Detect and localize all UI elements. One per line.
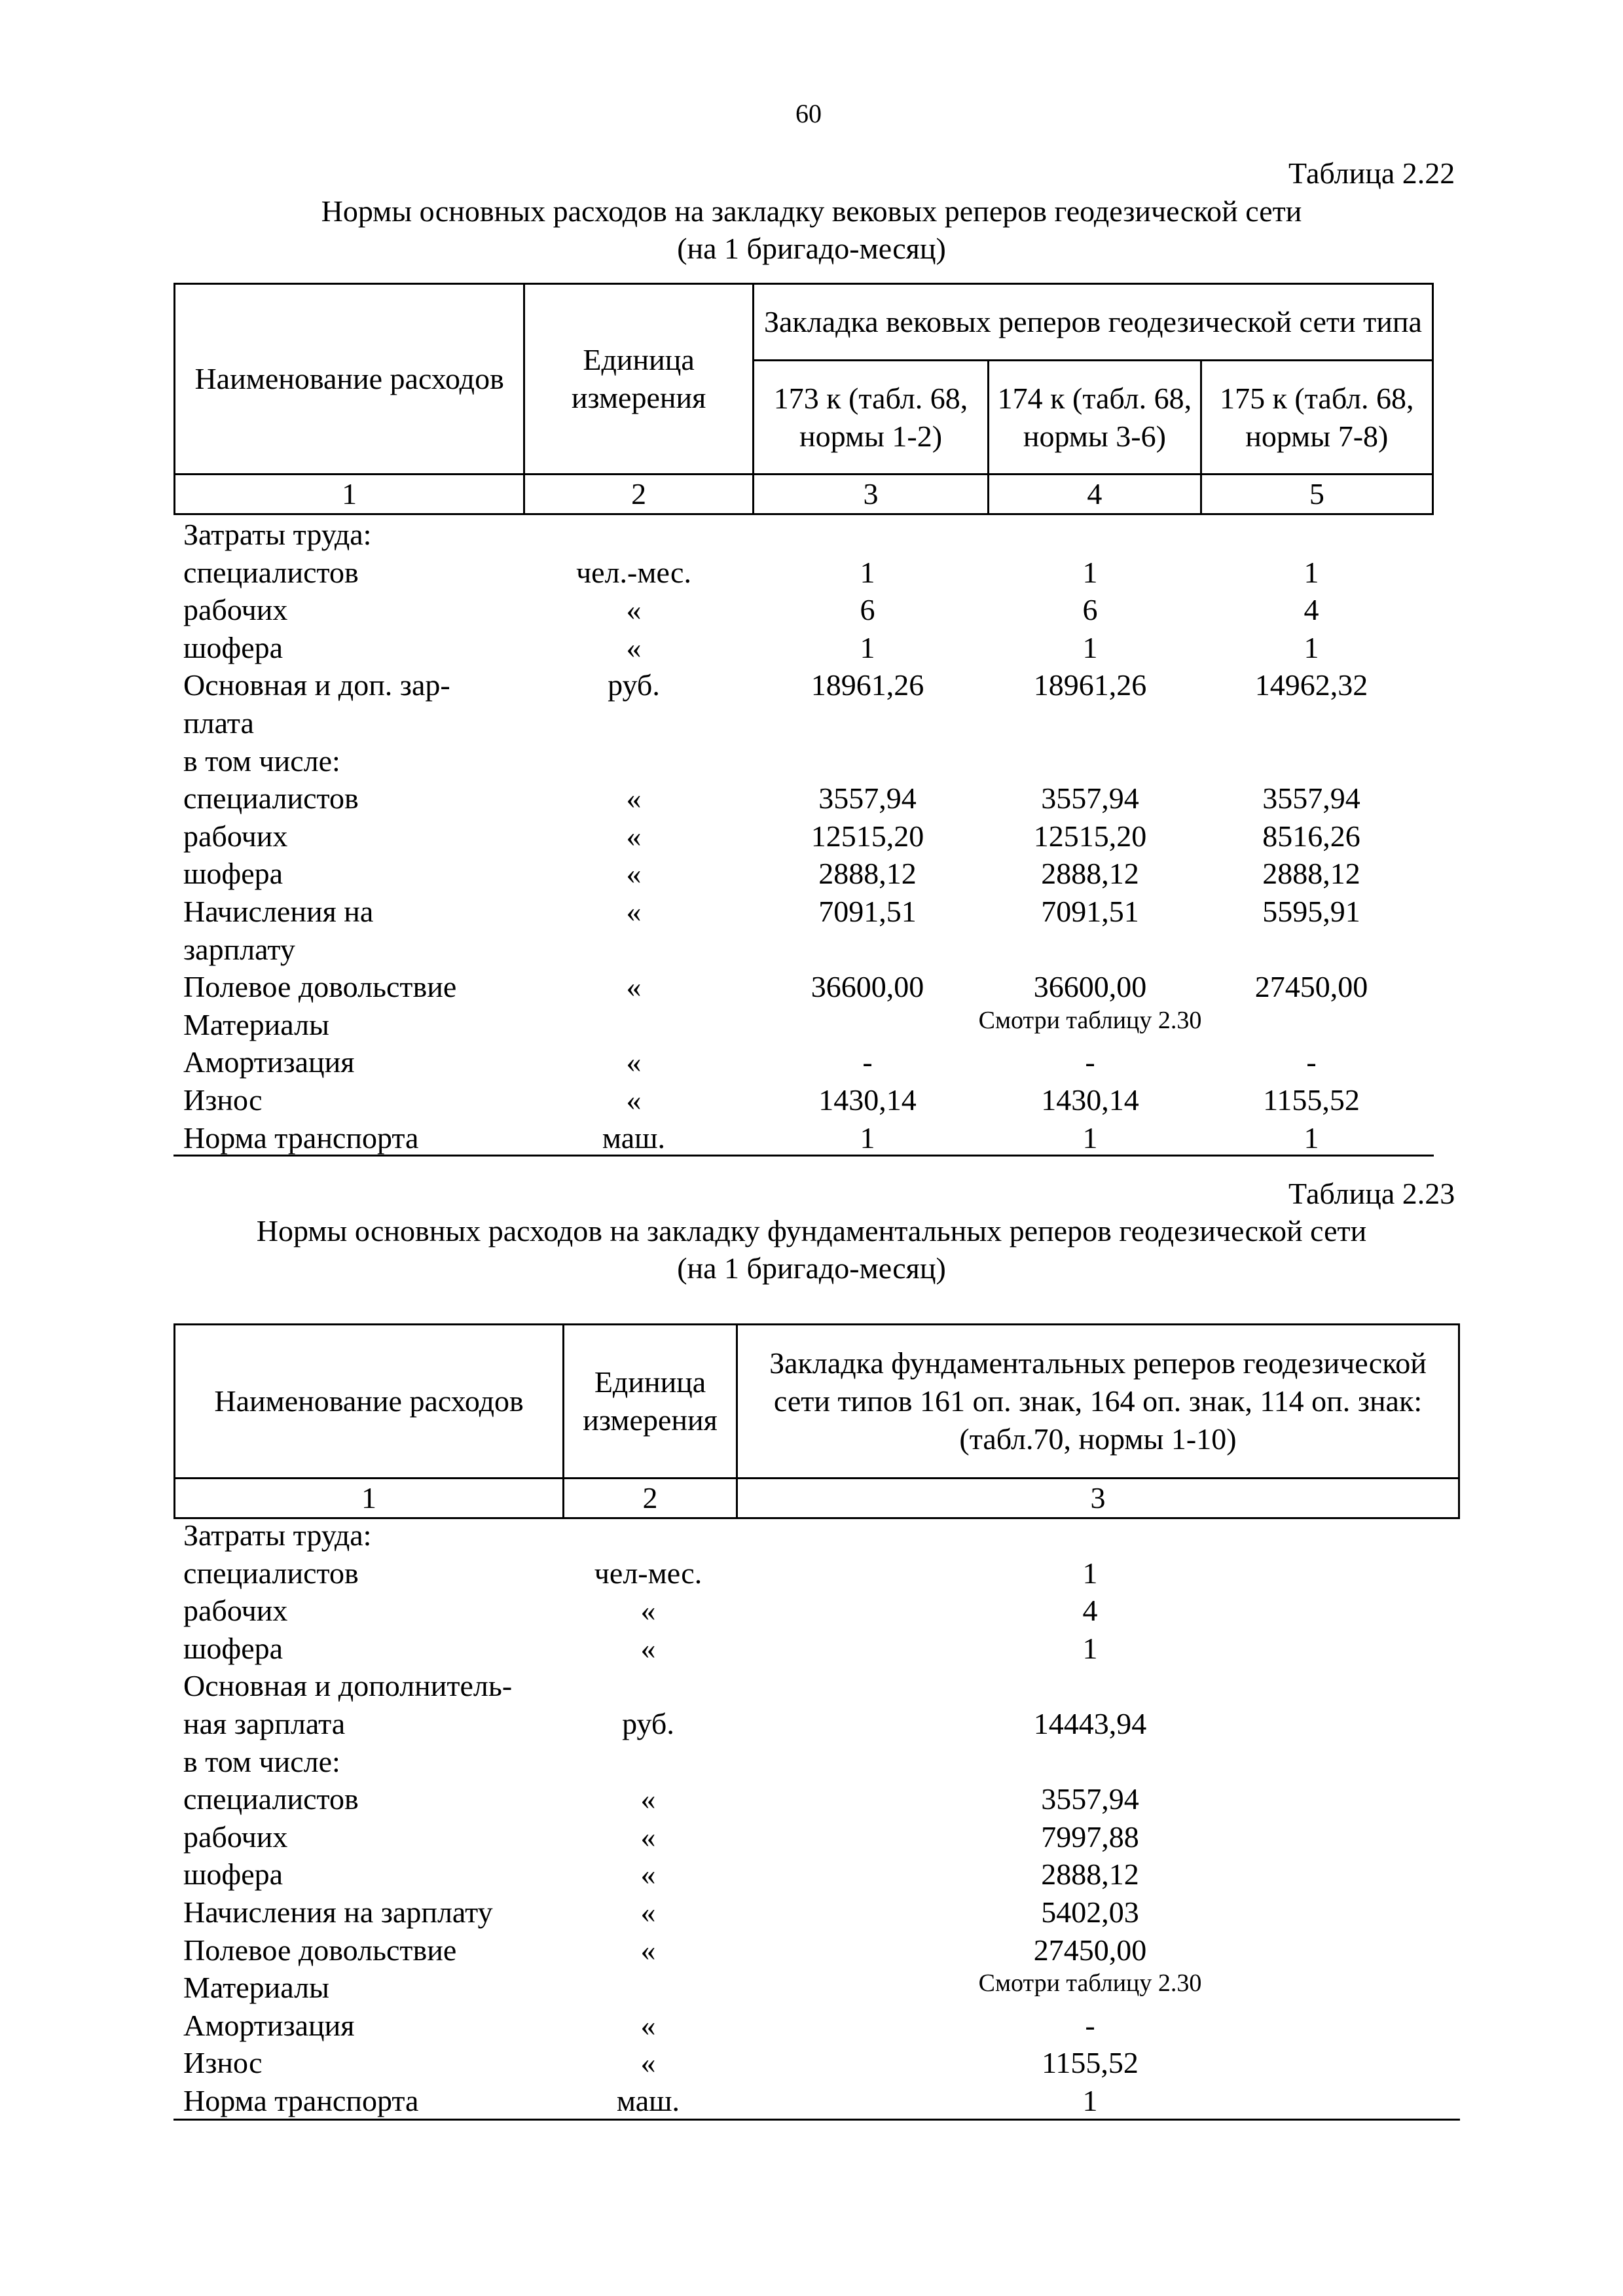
table1-colnum-3: 3 bbox=[753, 475, 988, 514]
row-value: - bbox=[1085, 1045, 1095, 1079]
row-name: Амортизация bbox=[183, 2008, 355, 2042]
row-value: 5402,03 bbox=[1041, 1895, 1139, 1929]
row-value: 6 bbox=[1082, 593, 1098, 627]
row-value: 1 bbox=[1082, 1631, 1098, 1665]
row-value: 6 bbox=[860, 593, 875, 627]
row-value: 1 bbox=[1082, 630, 1098, 664]
row-unit: « bbox=[640, 2008, 656, 2042]
table2-bottom-rule bbox=[173, 2119, 1460, 2121]
row-name: Износ bbox=[183, 2046, 263, 2080]
row-value: 2888,12 bbox=[1041, 1857, 1139, 1892]
row-unit: « bbox=[640, 1857, 656, 1892]
page-number: 60 bbox=[795, 99, 822, 128]
row-value: - bbox=[1306, 1045, 1317, 1079]
row-value: 1 bbox=[860, 555, 875, 589]
table-row bbox=[0, 1592, 1623, 1630]
row-unit: « bbox=[640, 1933, 656, 1967]
row-name: в том числе: bbox=[183, 1744, 340, 1778]
row-value: 1 bbox=[860, 1121, 875, 1155]
table1-label: Таблица 2.22 bbox=[1288, 156, 1455, 190]
row-name: рабочих bbox=[183, 1820, 288, 1854]
row-value: 7997,88 bbox=[1041, 1820, 1139, 1854]
table-row bbox=[0, 1818, 1623, 1856]
table1-colnum-2: 2 bbox=[524, 475, 754, 514]
table-row bbox=[0, 931, 1623, 969]
row-name: Затраты труда: bbox=[183, 518, 372, 551]
row-name: Начисления на зарплату bbox=[183, 1895, 493, 1929]
table-row bbox=[0, 1969, 1623, 2007]
row-value: - bbox=[862, 1045, 873, 1079]
row-unit: « bbox=[626, 819, 642, 853]
row-value: - bbox=[1085, 2008, 1095, 2042]
row-name: специалистов bbox=[183, 555, 359, 589]
row-value: 1155,52 bbox=[1263, 1083, 1360, 1117]
row-value: 7091,51 bbox=[818, 894, 917, 928]
row-value: 1 bbox=[860, 630, 875, 664]
row-unit: маш. bbox=[616, 2083, 680, 2117]
row-name: шофера bbox=[183, 630, 283, 664]
table-row bbox=[0, 1006, 1623, 1044]
table-row bbox=[0, 704, 1623, 742]
table-row bbox=[0, 780, 1623, 817]
table-row bbox=[0, 2007, 1623, 2045]
row-name: Полевое довольствие bbox=[183, 970, 457, 1004]
row-unit: « bbox=[626, 970, 642, 1004]
table1-header-name: Наименование расходов bbox=[175, 284, 524, 475]
row-name: Норма транспорта bbox=[183, 2083, 419, 2117]
row-unit: « bbox=[626, 630, 642, 664]
row-name: Основная и дополнитель- bbox=[183, 1669, 513, 1703]
row-value: 8516,26 bbox=[1262, 819, 1360, 853]
row-name: шофера bbox=[183, 857, 283, 891]
row-value: 2888,12 bbox=[1262, 857, 1360, 891]
row-value: 1 bbox=[1082, 2083, 1098, 2117]
row-value: 14443,94 bbox=[1033, 1706, 1147, 1740]
row-value: 3557,94 bbox=[1041, 1782, 1139, 1816]
row-unit: чел-мес. bbox=[594, 1556, 702, 1590]
row-unit: « bbox=[626, 1045, 642, 1079]
table-row bbox=[0, 629, 1623, 667]
table-row bbox=[0, 2044, 1623, 2082]
row-value: 1 bbox=[1082, 1556, 1098, 1590]
row-value: 18961,26 bbox=[811, 668, 924, 702]
row-note: Смотри таблицу 2.30 bbox=[978, 1006, 1202, 1034]
row-value: 36600,00 bbox=[1033, 970, 1147, 1004]
row-name: Материалы bbox=[183, 1971, 329, 2005]
table1-title: Нормы основных расходов на закладку вековых реперов геодезической сети bbox=[321, 194, 1302, 228]
row-value: 12515,20 bbox=[811, 819, 924, 853]
table-row bbox=[0, 1893, 1623, 1931]
table-row bbox=[0, 2082, 1623, 2120]
row-value: 4 bbox=[1304, 593, 1319, 627]
row-value: 7091,51 bbox=[1041, 894, 1139, 928]
table-row bbox=[0, 817, 1623, 855]
row-value: 36600,00 bbox=[811, 970, 924, 1004]
table1-header-group: Закладка вековых реперов геодезической сети типа bbox=[753, 284, 1432, 361]
table-row bbox=[0, 742, 1623, 780]
table2-title: Нормы основных расходов на закладку фундаментальных реперов геодезической сети bbox=[256, 1214, 1367, 1247]
row-name: Начисления на bbox=[183, 894, 374, 928]
table2-header-group: Закладка фундаментальных реперов геодезической сети типов 161 оп. знак, 164 оп. знак, 114 оп. знак: (табл.70, нормы 1-10) bbox=[737, 1325, 1459, 1479]
table-row bbox=[0, 591, 1623, 629]
table-row bbox=[0, 893, 1623, 931]
row-name: Материалы bbox=[183, 1007, 329, 1041]
table1-header-unit: Единица измерения bbox=[524, 284, 754, 475]
row-value: 4 bbox=[1082, 1594, 1098, 1628]
row-name: Норма транспорта bbox=[183, 1121, 419, 1155]
row-unit: « bbox=[626, 857, 642, 891]
row-name: специалистов bbox=[183, 1556, 359, 1590]
table1-colnum-5: 5 bbox=[1201, 475, 1432, 514]
row-value: 1155,52 bbox=[1042, 2046, 1139, 2080]
row-value: 1 bbox=[1304, 630, 1319, 664]
row-unit: чел.-мес. bbox=[576, 555, 691, 589]
table1-colnum-1: 1 bbox=[175, 475, 524, 514]
row-value: 12515,20 bbox=[1033, 819, 1147, 853]
row-name: рабочих bbox=[183, 593, 288, 627]
row-unit: « bbox=[640, 1820, 656, 1854]
row-value: 3557,94 bbox=[1041, 781, 1139, 816]
row-value: 1 bbox=[1304, 1121, 1319, 1155]
row-value: 5595,91 bbox=[1262, 894, 1360, 928]
row-name: специалистов bbox=[183, 1782, 359, 1816]
table1-header-col4: 174 к (табл. 68, нормы 3-6) bbox=[989, 361, 1201, 475]
row-name: Основная и доп. зар- bbox=[183, 668, 450, 702]
row-unit: руб. bbox=[608, 668, 660, 702]
row-unit: « bbox=[626, 894, 642, 928]
row-value: 1430,14 bbox=[1041, 1083, 1139, 1117]
row-unit: руб. bbox=[622, 1706, 674, 1740]
row-unit: маш. bbox=[602, 1121, 666, 1155]
table2-colnum-1: 1 bbox=[175, 1479, 564, 1518]
table1-colnum-4: 4 bbox=[989, 475, 1201, 514]
row-unit: « bbox=[640, 1895, 656, 1929]
table-row bbox=[0, 1081, 1623, 1119]
row-name: плата bbox=[183, 706, 254, 740]
table2-header-name: Наименование расходов bbox=[175, 1325, 564, 1479]
table2-body bbox=[0, 1516, 1623, 2120]
table-row bbox=[0, 666, 1623, 704]
row-value: 14962,32 bbox=[1254, 668, 1368, 702]
table-row bbox=[0, 1856, 1623, 1893]
row-name: Износ bbox=[183, 1083, 263, 1117]
table1-header bbox=[173, 283, 1434, 515]
row-unit: « bbox=[626, 1083, 642, 1117]
table2-header bbox=[173, 1323, 1460, 1519]
row-name: в том числе: bbox=[183, 744, 340, 778]
row-value: 27450,00 bbox=[1254, 970, 1368, 1004]
row-unit: « bbox=[626, 781, 642, 816]
row-value: 1 bbox=[1082, 1121, 1098, 1155]
table1-header-col5: 175 к (табл. 68, нормы 7-8) bbox=[1201, 361, 1432, 475]
row-name: Амортизация bbox=[183, 1045, 355, 1079]
row-note: Смотри таблицу 2.30 bbox=[978, 1969, 1202, 1998]
row-unit: « bbox=[640, 1782, 656, 1816]
row-name: Затраты труда: bbox=[183, 1518, 372, 1552]
row-unit: « bbox=[640, 1631, 656, 1665]
row-name: ная зарплата bbox=[183, 1706, 346, 1740]
table-row bbox=[0, 1931, 1623, 1969]
row-value: 1 bbox=[1304, 555, 1319, 589]
row-name: рабочих bbox=[183, 1594, 288, 1628]
row-name: рабочих bbox=[183, 819, 288, 853]
table-row bbox=[0, 1043, 1623, 1081]
row-name: шофера bbox=[183, 1631, 283, 1665]
row-unit: « bbox=[640, 2046, 656, 2080]
table-row bbox=[0, 1630, 1623, 1668]
table-row bbox=[0, 1667, 1623, 1705]
table-row bbox=[0, 1780, 1623, 1818]
row-value: 1430,14 bbox=[818, 1083, 917, 1117]
table-row bbox=[0, 1516, 1623, 1554]
table-row bbox=[0, 1119, 1623, 1157]
table-row bbox=[0, 1743, 1623, 1781]
row-name: шофера bbox=[183, 1857, 283, 1892]
table1-body bbox=[0, 516, 1623, 1157]
row-value: 3557,94 bbox=[818, 781, 917, 816]
row-name: зарплату bbox=[183, 932, 295, 966]
row-unit: « bbox=[626, 593, 642, 627]
row-value: 2888,12 bbox=[1041, 857, 1139, 891]
table-row bbox=[0, 516, 1623, 554]
row-value: 2888,12 bbox=[818, 857, 917, 891]
table1-header-col3: 173 к (табл. 68, нормы 1-2) bbox=[753, 361, 988, 475]
table-row bbox=[0, 554, 1623, 592]
table-row bbox=[0, 968, 1623, 1006]
table2-colnum-2: 2 bbox=[564, 1479, 737, 1518]
table-row bbox=[0, 855, 1623, 893]
row-value: 18961,26 bbox=[1033, 668, 1147, 702]
table-row bbox=[0, 1554, 1623, 1592]
row-name: Полевое довольствие bbox=[183, 1933, 457, 1967]
table-row bbox=[0, 1705, 1623, 1743]
table2-subtitle: (на 1 бригадо-месяц) bbox=[677, 1251, 946, 1285]
row-name: специалистов bbox=[183, 781, 359, 816]
row-value: 3557,94 bbox=[1262, 781, 1360, 816]
row-unit: « bbox=[640, 1594, 656, 1628]
table2-colnum-3: 3 bbox=[737, 1479, 1459, 1518]
row-value: 27450,00 bbox=[1033, 1933, 1147, 1967]
table2-header-unit: Единица измерения bbox=[564, 1325, 737, 1479]
row-value: 1 bbox=[1082, 555, 1098, 589]
table2-label: Таблица 2.23 bbox=[1288, 1177, 1455, 1210]
table1-subtitle: (на 1 бригадо-месяц) bbox=[677, 232, 946, 265]
table1-bottom-rule bbox=[173, 1155, 1434, 1157]
